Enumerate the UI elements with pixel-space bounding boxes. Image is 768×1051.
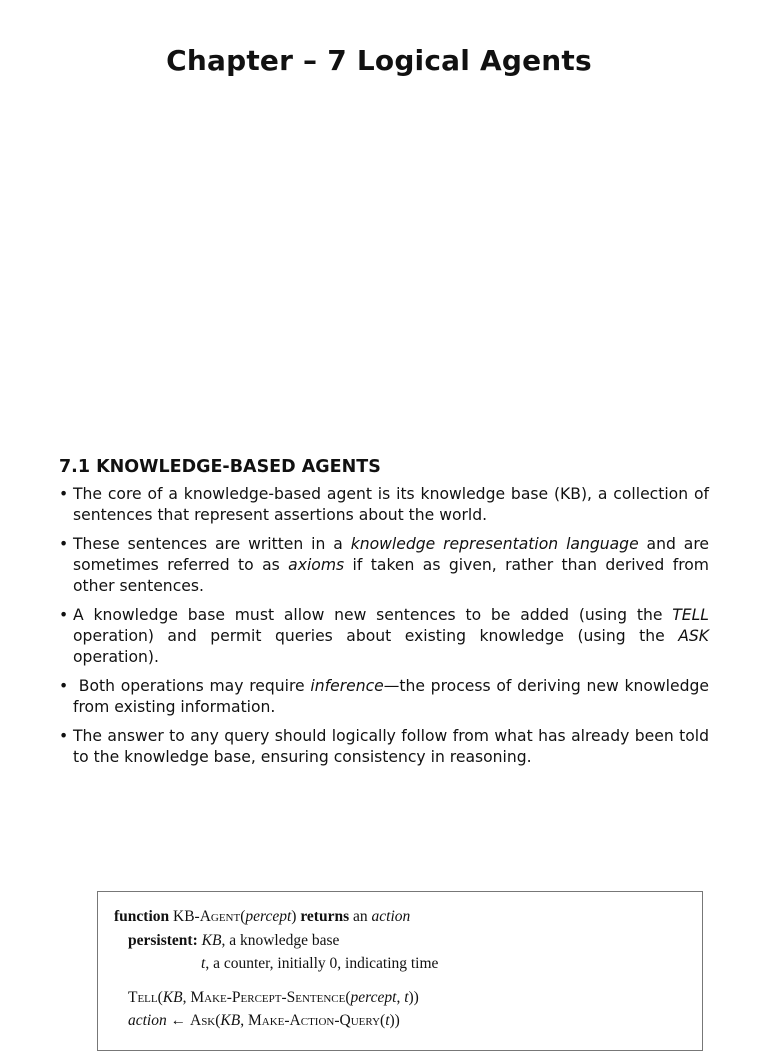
bullet-list bbox=[59, 484, 709, 776]
algorithm-line-tell: Tell(KB, Make-Percept-Sentence(percept, t)) bbox=[128, 989, 419, 1006]
bullet-icon: • bbox=[59, 727, 69, 745]
bullet-emphasis: TELL bbox=[672, 606, 709, 624]
bullet-icon: • bbox=[59, 677, 69, 695]
bullet-emphasis: axioms bbox=[288, 556, 345, 574]
bullet-text: The core of a knowledge-based agent is its knowledge base (KB), a collection of sentences that represent assertions about the world. bbox=[73, 485, 709, 524]
bullet-text: A knowledge base must allow new sentences to be added (using the bbox=[73, 606, 673, 624]
list-item bbox=[59, 676, 709, 718]
bullet-text: operation). bbox=[73, 648, 159, 666]
bullet-text: These sentences are written in a bbox=[73, 535, 351, 553]
bullet-emphasis: inference bbox=[310, 677, 384, 695]
bullet-text: The answer to any query should logically follow from what has already been told to the knowledge base, ensuring consistency in reasoning. bbox=[73, 727, 709, 766]
list-item bbox=[59, 726, 709, 768]
bullet-text: —the process of deriving new knowledge from existing information. bbox=[73, 677, 709, 716]
section-heading: 7.1 KNOWLEDGE-BASED AGENTS bbox=[59, 457, 381, 477]
algorithm-figure bbox=[97, 891, 703, 1051]
list-item bbox=[59, 605, 709, 668]
bullet-icon: • bbox=[59, 535, 69, 553]
bullet-emphasis: ASK bbox=[678, 627, 709, 645]
bullet-emphasis: knowledge representation language bbox=[350, 535, 639, 553]
page-title: Chapter – 7 Logical Agents bbox=[166, 44, 592, 77]
algorithm-line-counter: t, a counter, initially 0, indicating time bbox=[201, 955, 439, 972]
list-item bbox=[59, 534, 709, 597]
bullet-text: if taken as given, rather than derived from other sentences. bbox=[73, 556, 709, 595]
bullet-text: Both operations may require bbox=[73, 677, 311, 695]
bullet-text: and are sometimes referred to as bbox=[73, 535, 709, 574]
bullet-text: operation) and permit queries about existing knowledge (using the bbox=[73, 627, 679, 645]
list-item bbox=[59, 484, 709, 526]
algorithm-line-persistent: persistent: KB, a knowledge base bbox=[128, 932, 340, 949]
bullet-icon: • bbox=[59, 485, 69, 503]
algorithm-line-ask: action ← Ask(KB, Make-Action-Query(t)) bbox=[128, 1012, 400, 1029]
bullet-icon: • bbox=[59, 606, 69, 624]
algorithm-line-signature: function KB-Agent(percept) returns an action bbox=[114, 908, 411, 925]
